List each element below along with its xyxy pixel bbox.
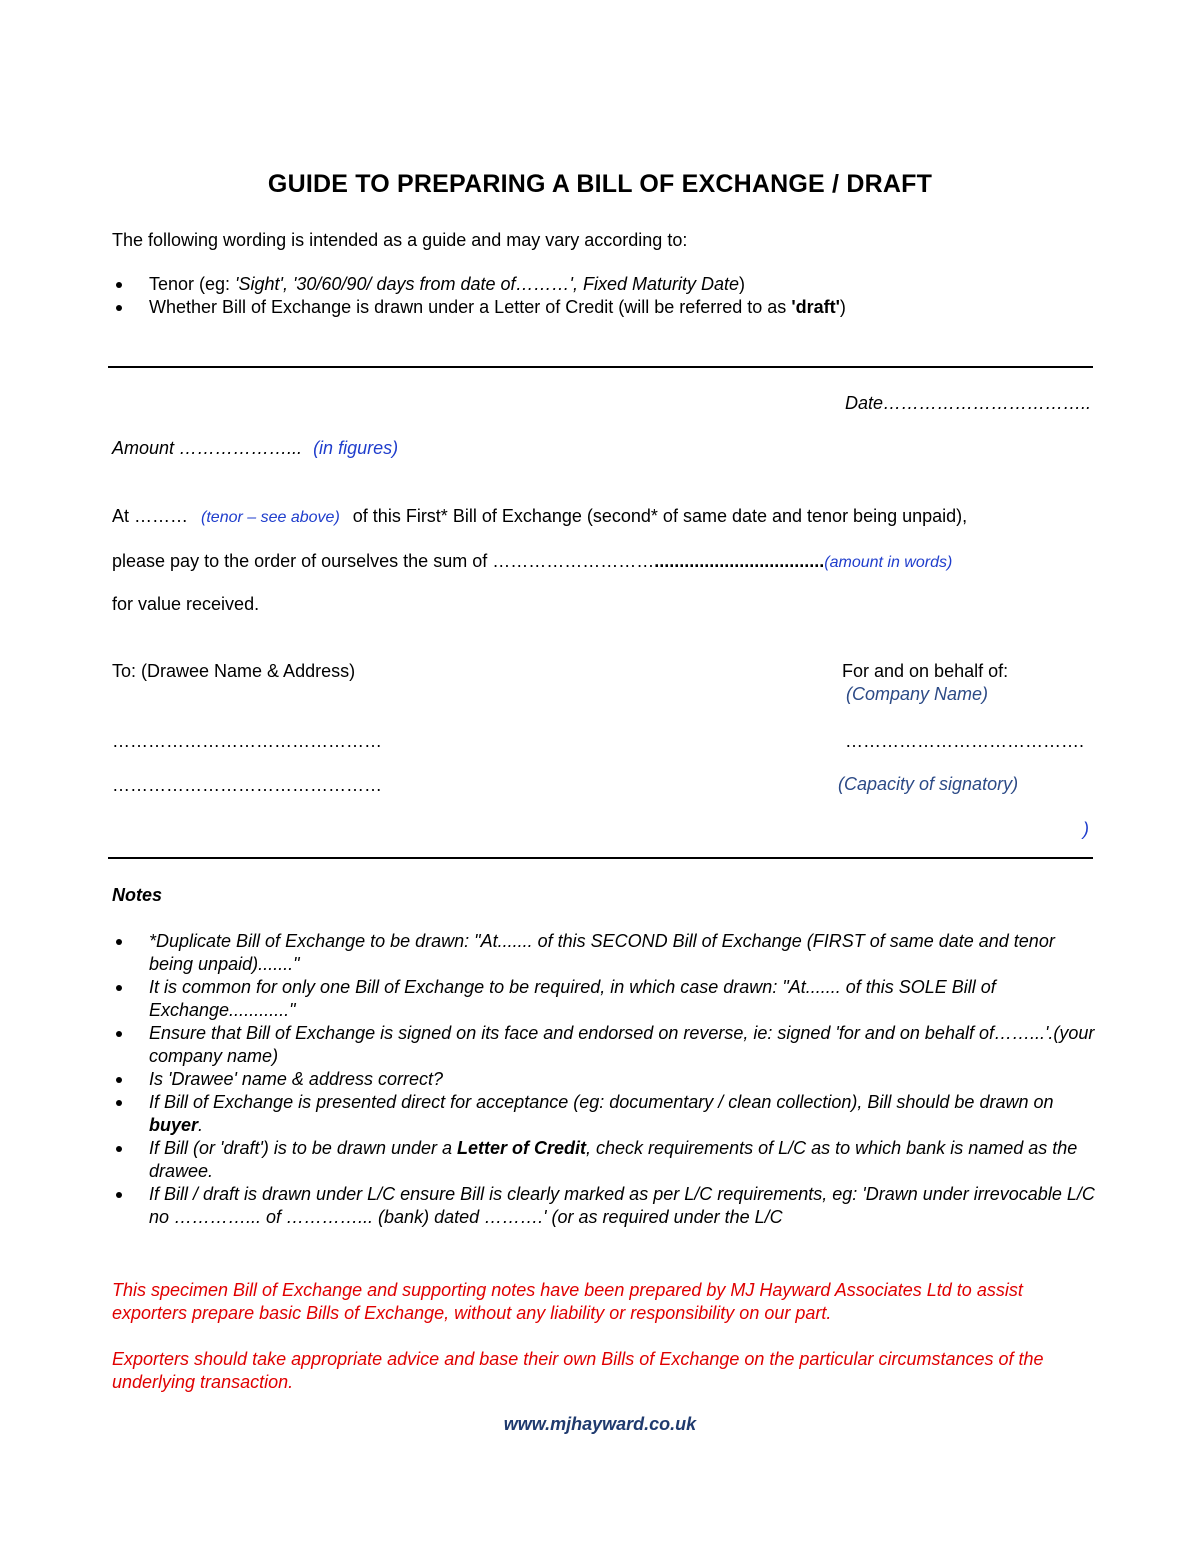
note-item: Ensure that Bill of Exchange is signed on its face and endorsed on reverse, ie: signed 'for and on behalf of……...'.(your company name) [112,1022,1097,1068]
bullet-icon [116,305,122,311]
behalf-label: For and on behalf of: [842,661,1009,681]
amount-hint: (in figures) [313,438,399,458]
note-item: If Bill of Exchange is presented direct for acceptance (eg: documentary / clean collection), Bill should be drawn on buyer. [112,1091,1097,1137]
first-bill-text: of this First* Bill of Exchange (second* of same date and tenor being unpaid), [352,506,968,526]
drawee-address-line-2: ……………………………………… [112,775,382,795]
intro-text: The following wording is intended as a guide and may vary according to: [112,230,688,250]
date-field: Date…………………………….. [845,393,1092,413]
company-name-label: (Company Name) [846,684,989,704]
amount-label: Amount ………………... [112,438,303,458]
signature-line: …………………………………. [845,731,1085,751]
note-item: Is 'Drawee' name & address correct? [112,1068,1097,1091]
bullet-icon [116,939,122,945]
bullet-icon [116,1146,122,1152]
bullet-icon [116,1031,122,1037]
pay-text: please pay to the order of ourselves the sum of ……………………… [112,551,655,571]
closing-paren: ) [1083,819,1089,839]
criteria-list [112,273,846,319]
bottom-divider [108,857,1093,859]
value-received-text: for value received. [112,594,260,614]
notes-heading: Notes [112,885,163,905]
tenor-line [112,505,967,529]
tenor-hint: (tenor – see above) [201,509,340,526]
bullet-icon [116,985,122,991]
bullet-icon [116,1100,122,1106]
amount-line [112,437,398,460]
criteria-item-letter-of-credit: Whether Bill of Exchange is drawn under a Letter of Credit (will be referred to as 'draft') [112,296,846,319]
top-divider [108,366,1093,368]
note-item: If Bill (or 'draft') is to be drawn under a Letter of Credit, check requirements of L/C as to which bank is named as the drawee. [112,1137,1097,1183]
note-item: *Duplicate Bill of Exchange to be drawn: "At....... of this SECOND Bill of Exchange (FIRST of same date and tenor being unpaid)......." [112,930,1097,976]
bullet-icon [116,282,122,288]
amount-words-hint: (amount in words) [824,554,953,571]
document-title: GUIDE TO PREPARING A BILL OF EXCHANGE / DRAFT [267,170,933,198]
drawee-label: To: (Drawee Name & Address) [112,661,356,681]
note-item: It is common for only one Bill of Exchange to be required, in which case drawn: "At....... of this SOLE Bill of Exchange............" [112,976,1097,1022]
bullet-icon [116,1077,122,1083]
pay-dots: .................................. [654,551,825,571]
note-item: If Bill / draft is drawn under L/C ensure Bill is clearly marked as per L/C requirements, eg: 'Drawn under irrevocable L/C no …………... of …………... (bank) dated ……….' (or as required under the L/C [112,1183,1097,1229]
disclaimer-paragraph-2: Exporters should take appropriate advice and base their own Bills of Exchange on the particular circumstances of the underlying transaction. [112,1349,1044,1392]
pay-line [112,550,952,574]
at-label: At ……… [112,506,189,526]
drawee-address-line-1: ……………………………………… [112,731,382,751]
capacity-label: (Capacity of signatory) [838,774,1019,794]
notes-list [112,930,1097,1229]
bullet-icon [116,1192,122,1198]
criteria-item-tenor: Tenor (eg: 'Sight', '30/60/90/ days from date of………', Fixed Maturity Date) [112,273,846,296]
disclaimer-paragraph-1: This specimen Bill of Exchange and supporting notes have been prepared by MJ Hayward Associates Ltd to assist exporters prepare basic Bills of Exchange, without any liability or responsibility on our part. [112,1280,1023,1323]
website-link[interactable]: www.mjhayward.co.uk [503,1414,697,1434]
